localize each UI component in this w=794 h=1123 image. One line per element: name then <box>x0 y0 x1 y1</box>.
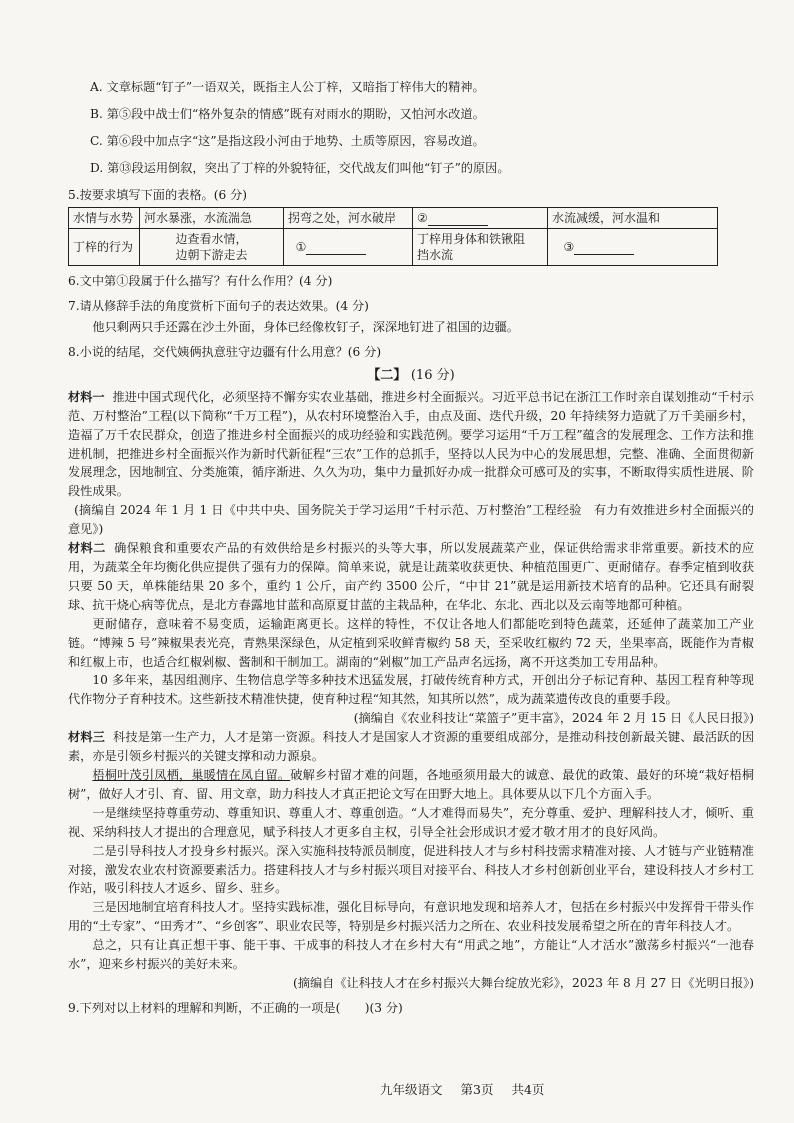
paragraph: 一是继续坚持尊重劳动、尊重知识、尊重人才、尊重创造。“人才难得而易失”，充分尊重、爱护、理解科技人才，倾听、重视、采纳科技人才提出的合理意见，赋予科技人才更多自主权，引导全社会形成识才爱才敬才用才的良好风尚。 <box>68 805 754 839</box>
section-score: (16 分) <box>410 367 455 383</box>
paragraph <box>68 766 754 804</box>
question-6: 6.文中第①段属于什么描写？有什么作用？(4 分) <box>68 274 333 289</box>
cell-line: 边朝下游走去 <box>175 247 248 262</box>
paragraph-text: 破解乡村留才难的问题，各地亟须用最大的诚意、最优的政策、最好的环境“栽好梧桐树”，做好人才引、育、留、用文章，助力科技人才真正把论文写在田野大地上。具体要从以下几个方面入手。 <box>68 767 755 801</box>
section-2-title <box>68 366 754 386</box>
blank-label-2: ② <box>417 210 428 225</box>
material-1 <box>68 388 754 501</box>
section-title-text: 【二】 <box>367 367 407 383</box>
table-cell <box>140 228 284 265</box>
blank-line <box>306 242 366 255</box>
material-label: 材料二 <box>68 541 106 556</box>
footer-page: 第3页 <box>460 1082 494 1097</box>
paragraph: 二是引导科技人才投身乡村振兴。深入实施科技特派员制度，促进科技人才与乡村科技需求精准对接、人才链与产业链精准对接，激发农业农村资源要素活力。搭建科技人才与乡村振兴项目对接平台、科技人才乡村创新创业平台，建设科技人才乡村工作站，吸引科技人才返乡、留乡、驻乡。 <box>68 843 754 896</box>
underlined-sentence: 梧桐叶茂引凤栖，巢暖情在凤自留。 <box>92 767 291 782</box>
answer-table <box>68 207 718 267</box>
table-row <box>69 228 718 265</box>
cell-line: 挡水流 <box>417 247 454 262</box>
table-cell: 拐弯之处，河水破岸 <box>284 207 413 228</box>
material-3-source: (摘编自《让科技人才在乡村振兴大舞台绽放光彩》，2023 年 8 月 27 日《光明日报》) <box>293 975 754 990</box>
blank-label-3: ③ <box>563 239 575 254</box>
table-cell: 丁梓的行为 <box>69 228 140 265</box>
material-2-source: (摘编自《农业科技让“菜篮子”更丰富》，2024 年 2 月 15 日《人民日报》) <box>353 711 754 726</box>
material-label: 材料三 <box>68 730 105 745</box>
option-a: A. 文章标题“钉子”一语双关，既指主人公丁梓，又暗指丁梓伟大的精神。 <box>90 80 485 94</box>
table-row <box>69 207 718 228</box>
table-cell: 水流减缓，河水温和 <box>548 207 718 228</box>
table-cell[interactable] <box>284 228 413 265</box>
material-text: 科技是第一生产力，人才是第一资源。科技人才是国家人才资源的重要组成部分，是推动科技创新最关键、最活跃的因素，亦是引领乡村振兴的关键支撑和动力源泉。 <box>68 730 755 764</box>
table-cell[interactable] <box>548 228 718 265</box>
blank-line <box>574 242 634 255</box>
paragraph: 10 多年来，基因组测序、生物信息学等多种技术迅猛发展，打破传统育种方式，开创出分子标记育种、基因工程育种等现代作物分子育种技术。这些新技术精准快捷，使育种过程“知其然，知其所以然”，成为蔬菜遗传改良的重要手段。 <box>68 673 754 707</box>
table-cell: 水情与水势 <box>69 207 140 228</box>
option-d: D. 第⑬段运用倒叙，突出了丁梓的外貌特征，交代战友们叫他“钉子”的原因。 <box>90 160 510 175</box>
footer-subject: 九年级语文 <box>380 1082 443 1097</box>
question-7: 7.请从修辞手法的角度赏析下面句子的表达效果。(4 分) <box>68 299 369 313</box>
footer-total: 共4页 <box>511 1082 545 1097</box>
paragraph: 总之，只有让真正想干事、能干事、干成事的科技人才在乡村大有“用武之地”，方能让“人才活水”激荡乡村振兴“一池春水”，迎来乡村振兴的美好未来。 <box>68 938 754 972</box>
material-text: 推进中国式现代化，必须坚持不懈夯实农业基础，推进乡村全面振兴。习近平总书记在浙江工作时亲自谋划推动“千村示范、万村整治”工程(以下简称“千万工程”)，从农村环境整治入手，由点及面、迭代升级，20 年持续努力造就了万千美丽乡村，造福了万千农民群众，创造了推进乡村全面振兴的成功经验和实践范例。要学习运用“千万工程”蕴含的发展理念、工作方法和推进机制，把推进乡村全面振兴作为新时代新征程“三农”工作的总抓手，坚持以人民为中心的发展思想，完整、准确、全面贯彻新发展理念，因地制宜、分类施策，循序渐进、久久为功，集中力量抓好办成一批群众可感可及的实事，不断取得实质性进展、阶段性成果。 <box>68 389 755 499</box>
option-b: B. 第⑤段中战士们“格外复杂的情感”既有对雨水的期盼，又怕河水改道。 <box>90 106 485 121</box>
paragraph: 更耐储存，意味着不易变质，运输距离更长。这样的特性，不仅让各地人们都能吃到特色蔬菜，还延伸了蔬菜加工产业链。“博辣 5 号”辣椒果表光亮，青熟果深绿色，从定植到采收鲜青椒约 58 天，至采收红椒约 72 天，坐果率高，既能作为青椒和红椒上市，也适合红椒剁椒、酱制和干制加工。湖南的“剁椒”加工产品声名远扬，离不开这类加工专用品种。 <box>68 616 754 669</box>
cell-line: 丁梓用身体和铁锹阻 <box>417 231 526 246</box>
table-cell[interactable] <box>413 207 548 228</box>
blank-label-1: ① <box>295 239 307 254</box>
material-label: 材料一 <box>68 389 105 404</box>
question-8: 8.小说的结尾，交代姨俩执意驻守边疆有什么用意？(6 分) <box>68 344 382 359</box>
option-c: C. 第⑥段中加点字“这”是指这段小河由于地势、土质等原因，容易改道。 <box>90 133 485 148</box>
question-7-sentence: 他只剩两只手还露在沙土外面，身体已经像枚钉子，深深地钉进了祖国的边疆。 <box>92 319 519 334</box>
material-3 <box>68 728 754 766</box>
table-cell: 河水暴涨，水流湍急 <box>140 207 284 228</box>
material-1-source: (摘编自 2024 年 1 月 1 日《中共中央、国务院关于学习运用“千村示范、万村整治”工程经验 有力有效推进乡村全面振兴的意见》) <box>68 503 754 537</box>
question-5: 5.按要求填写下面的表格。(6 分) <box>68 187 248 202</box>
cell-line: 边查看水情， <box>175 231 248 246</box>
paragraph: 三是因地制宜培育科技人才。坚持实践标准，强化目标导向，有意识地发现和培养人才，包括在乡村振兴中发挥骨干带头作用的“土专家”、“田秀才”、“乡创客”、职业农民等，特别是乡村振兴活力之所在、农业科技发展希望之所在的青年科技人才。 <box>68 900 754 934</box>
material-2 <box>68 539 754 615</box>
question-9: 9.下列对以上材料的理解和判断，不正确的一项是( )(3 分) <box>68 1000 403 1015</box>
page-footer <box>380 1080 558 1099</box>
blank-line <box>428 213 488 226</box>
table-cell <box>413 228 548 265</box>
material-text: 确保粮食和重要农产品的有效供给是乡村振兴的头等大事，所以发展蔬菜产业，保证供给需求非常重要。新技术的应用，为蔬菜全年均衡化供应提供了强有力的保障。简单来说，就是让蔬菜收获更快、种植范围更广、更耐储存。春季定植到收获只要 50 天，单株能结果 20 多个，重约 1 公斤，亩产约 3500 公斤，“中甘 21”就是运用新技术培育的品种。它还具有耐裂球、抗干烧心病等优点，是北方春露地甘蓝和高原夏甘蓝的主栽品种，在华北、东北、西北以及云南等地都可种植。 <box>68 541 755 612</box>
